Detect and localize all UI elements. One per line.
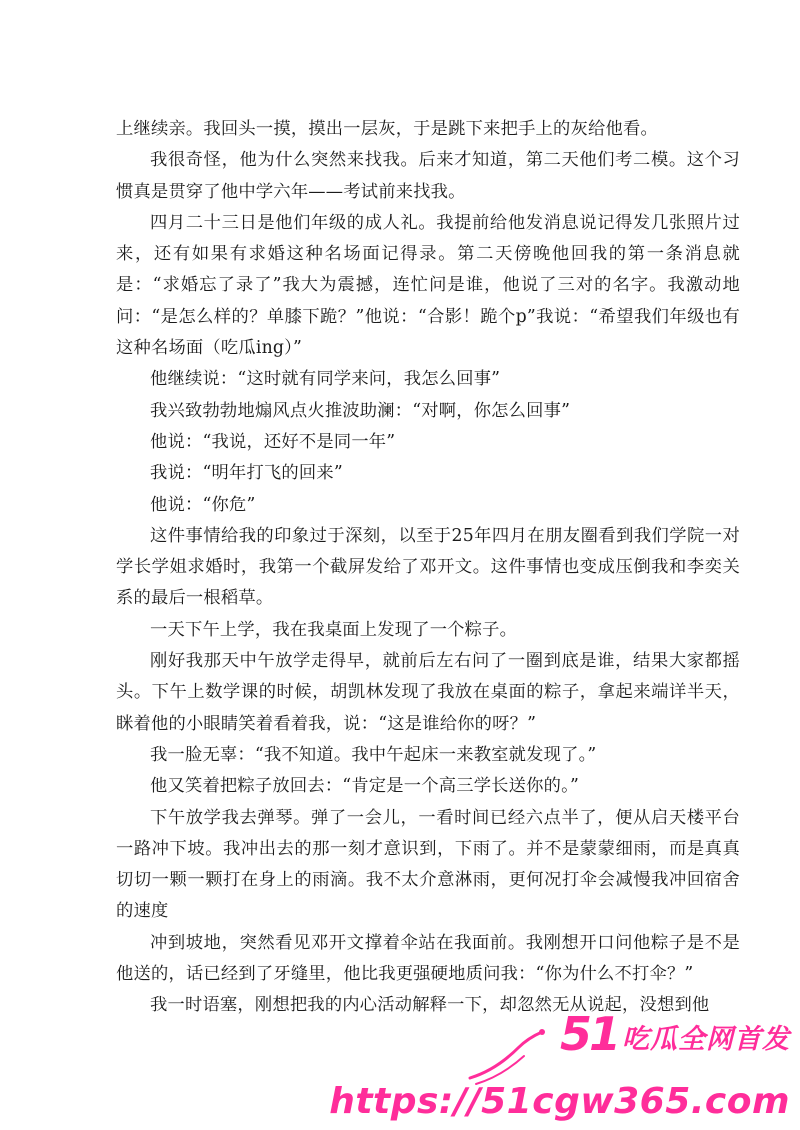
watermark-logo-number: 51 [559,1007,618,1061]
paragraph: 一天下午上学，我在我桌面上发现了一个粽子。 [150,619,518,640]
paragraph: 四月二十三日是他们年级的成人礼。我提前给他发消息说记得发几张照片过来，还有如果有求婚这种名场面记得录。第二天傍晚他回我的第一条消息就是：“求婚忘了录了”我大为震撼，连忙问是谁，他说了三对的名字。我激动地问：“是怎么样的？单膝下跪？”他说：“合影！跪个p”我说：“希望我们年级也有这种名场面（吃瓜ing）” [116,212,740,359]
paragraph: 我一脸无辜：“我不知道。我中午起床一来教室就发现了。” [150,744,597,765]
paragraph: 我很奇怪，他为什么突然来找我。后来才知道，第二天他们考二模。这个习惯真是贯穿了他中学六年——考试前来找我。 [116,150,740,202]
paragraph: 下午放学我去弹琴。弹了一会儿，一看时间已经六点半了，便从启天楼平台一路冲下坡。我冲出去的那一刻才意识到，下雨了。并不是蒙蒙细雨，而是真真切切一颗一颗打在身上的雨滴。我不太介意淋雨，更何况打伞会减慢我冲回宿舍的速度 [116,807,740,922]
body-text [116,114,740,1022]
paragraph: 我一时语塞，刚想把我的内心活动解释一下，却忽然无从说起，没想到他 [150,995,710,1016]
paragraph: 这件事情给我的印象过于深刻，以至于25年四月在朋友圈看到我们学院一对学长学姐求婚时，我第一个截屏发给了邓开文。这件事情也变成压倒我和李奕关系的最后一根稻草。 [116,525,740,609]
paragraph: 我说：“明年打飞的回来” [150,463,343,484]
paragraph: 我兴致勃勃地煽风点火推波助澜：“对啊，你怎么回事” [150,400,571,421]
paragraph: 他继续说：“这时就有同学来问，我怎么回事” [150,369,501,390]
paragraph: 他说：“我说，还好不是同一年” [150,431,396,452]
paragraph: 上继续亲。我回头一摸，摸出一层灰，于是跳下来把手上的灰给他看。 [116,119,658,139]
paragraph: 他又笑着把粽子放回去：“肯定是一个高三学长送你的。” [150,776,579,797]
paragraph: 刚好我那天中午放学走得早，就前后左右问了一圈到底是谁，结果大家都摇头。下午上数学课的时候，胡凯林发现了我放在桌面的粽子，拿起来端详半天，眯着他的小眼睛笑着看着我，说：“这是谁给你的呀？” [116,651,740,734]
watermark-url: https://51cgw365.com [329,1081,790,1122]
watermark [329,1005,800,1130]
paragraph: 他说：“你危” [150,494,256,515]
watermark-logo-text: 吃瓜全网首发 [622,1024,790,1055]
paragraph: 冲到坡地，突然看见邓开文撑着伞站在我面前。我刚想开口问他粽子是不是他送的，话已经到了牙缝里，他比我更强硬地质问我：“你为什么不打伞？” [116,932,740,985]
swoosh-icon [466,1026,546,1086]
